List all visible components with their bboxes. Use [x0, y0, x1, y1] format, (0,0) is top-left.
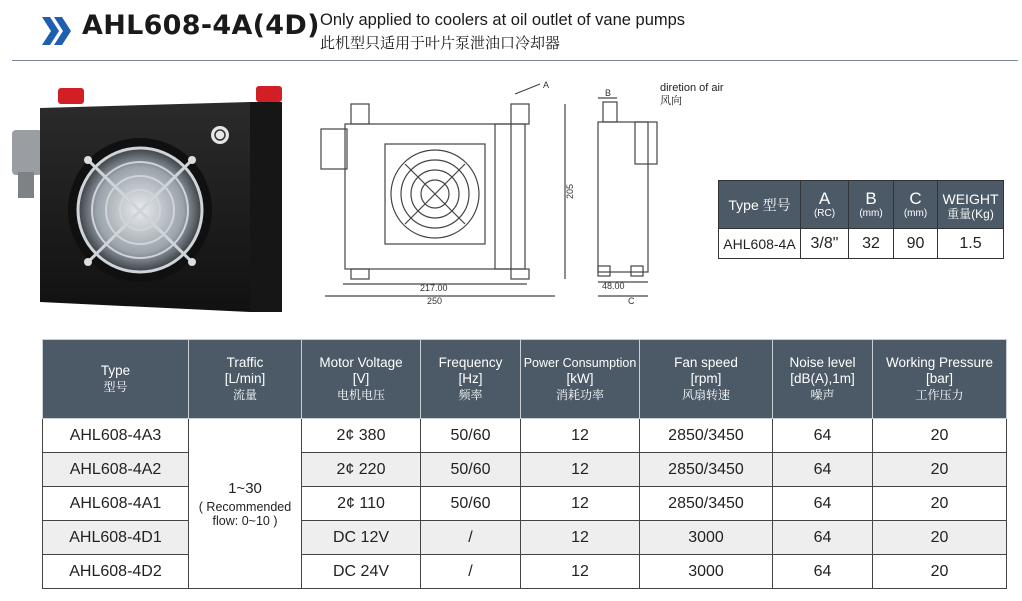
table-row [43, 487, 1007, 521]
cell-noise: 64 [773, 453, 873, 487]
cell-voltage: DC 12V [302, 521, 421, 555]
spec-header-a: A (RC) [801, 181, 849, 229]
col-header-frequency: Frequency [Hz] 频率 [421, 340, 521, 419]
cell-voltage: 2¢ 220 [302, 453, 421, 487]
spec-cell-c: 90 [894, 229, 938, 259]
cell-fan-speed: 2850/3450 [640, 419, 773, 453]
cell-traffic: 1~30 ( Recommended flow: 0~10 ) [189, 419, 302, 589]
dim-250-label: 250 [427, 296, 443, 306]
cell-pressure: 20 [873, 487, 1007, 521]
performance-table [42, 339, 1007, 589]
cell-power: 12 [521, 487, 640, 521]
col-header-traffic: Traffic [L/min] 流量 [189, 340, 302, 419]
col-header-power: Power Consumption [kW] 消耗功率 [521, 340, 640, 419]
col-header-type: Type 型号 [43, 340, 189, 419]
cell-pressure: 20 [873, 555, 1007, 589]
table-row [43, 555, 1007, 589]
cell-power: 12 [521, 453, 640, 487]
applicability-note-en: Only applied to coolers at oil outlet of vane pumps [320, 11, 686, 29]
col-header-noise: Noise level [dB(A),1m] 噪声 [773, 340, 873, 419]
dim-48-label: 48.00 [602, 281, 625, 291]
cell-noise: 64 [773, 487, 873, 521]
cell-type: AHL608-4D1 [43, 521, 189, 555]
applicability-note-cn: 此机型只适用于叶片泵泄油口冷却器 [320, 35, 561, 52]
dimension-spec-table [718, 180, 1004, 259]
cell-fan-speed: 2850/3450 [640, 487, 773, 521]
dim-205-label: 205 [565, 183, 575, 199]
dimension-drawing [315, 74, 735, 314]
col-header-voltage: Motor Voltage [V] 电机电压 [302, 340, 421, 419]
cell-power: 12 [521, 555, 640, 589]
table-row [43, 419, 1007, 453]
air-direction-cn: 风向 [660, 95, 682, 107]
cell-fan-speed: 3000 [640, 521, 773, 555]
cell-voltage: DC 24V [302, 555, 421, 589]
product-photo [10, 80, 300, 320]
cell-power: 12 [521, 419, 640, 453]
table-row [43, 453, 1007, 487]
cell-voltage: 2¢ 110 [302, 487, 421, 521]
cell-power: 12 [521, 521, 640, 555]
col-header-pressure: Working Pressure [bar] 工作压力 [873, 340, 1007, 419]
col-header-fan-speed: Fan speed [rpm] 风扇转速 [640, 340, 773, 419]
dim-217-label: 217.00 [420, 283, 448, 293]
cell-noise: 64 [773, 555, 873, 589]
cell-frequency: 50/60 [421, 453, 521, 487]
spec-cell-weight: 1.5 [938, 229, 1004, 259]
spec-cell-type: AHL608-4A [719, 229, 801, 259]
dim-b-label: B [605, 88, 612, 98]
air-direction-label [660, 82, 724, 108]
spec-header-c: C (mm) [894, 181, 938, 229]
cell-voltage: 2¢ 380 [302, 419, 421, 453]
spec-cell-a: 3/8" [801, 229, 849, 259]
cell-pressure: 20 [873, 453, 1007, 487]
page-title: AHL608-4A(4D) [82, 10, 320, 41]
cell-type: AHL608-4D2 [43, 555, 189, 589]
cell-frequency: / [421, 555, 521, 589]
dim-c-label: C [628, 296, 635, 306]
table-row [43, 521, 1007, 555]
double-chevron-icon [40, 14, 74, 48]
air-direction-en: diretion of air [660, 82, 724, 94]
table-header-row [43, 340, 1007, 419]
cell-frequency: 50/60 [421, 487, 521, 521]
spec-header-b: B (mm) [849, 181, 894, 229]
header-divider [12, 60, 1018, 61]
cell-pressure: 20 [873, 419, 1007, 453]
cell-noise: 64 [773, 419, 873, 453]
cell-type: AHL608-4A2 [43, 453, 189, 487]
cell-frequency: 50/60 [421, 419, 521, 453]
cell-type: AHL608-4A3 [43, 419, 189, 453]
cell-noise: 64 [773, 521, 873, 555]
cell-fan-speed: 2850/3450 [640, 453, 773, 487]
dim-a-label: A [543, 80, 550, 90]
cell-pressure: 20 [873, 521, 1007, 555]
spec-cell-b: 32 [849, 229, 894, 259]
cell-fan-speed: 3000 [640, 555, 773, 589]
cell-type: AHL608-4A1 [43, 487, 189, 521]
spec-header-type: Type 型号 [719, 181, 801, 229]
cell-frequency: / [421, 521, 521, 555]
spec-header-weight: WEIGHT 重量(Kg) [938, 181, 1004, 229]
